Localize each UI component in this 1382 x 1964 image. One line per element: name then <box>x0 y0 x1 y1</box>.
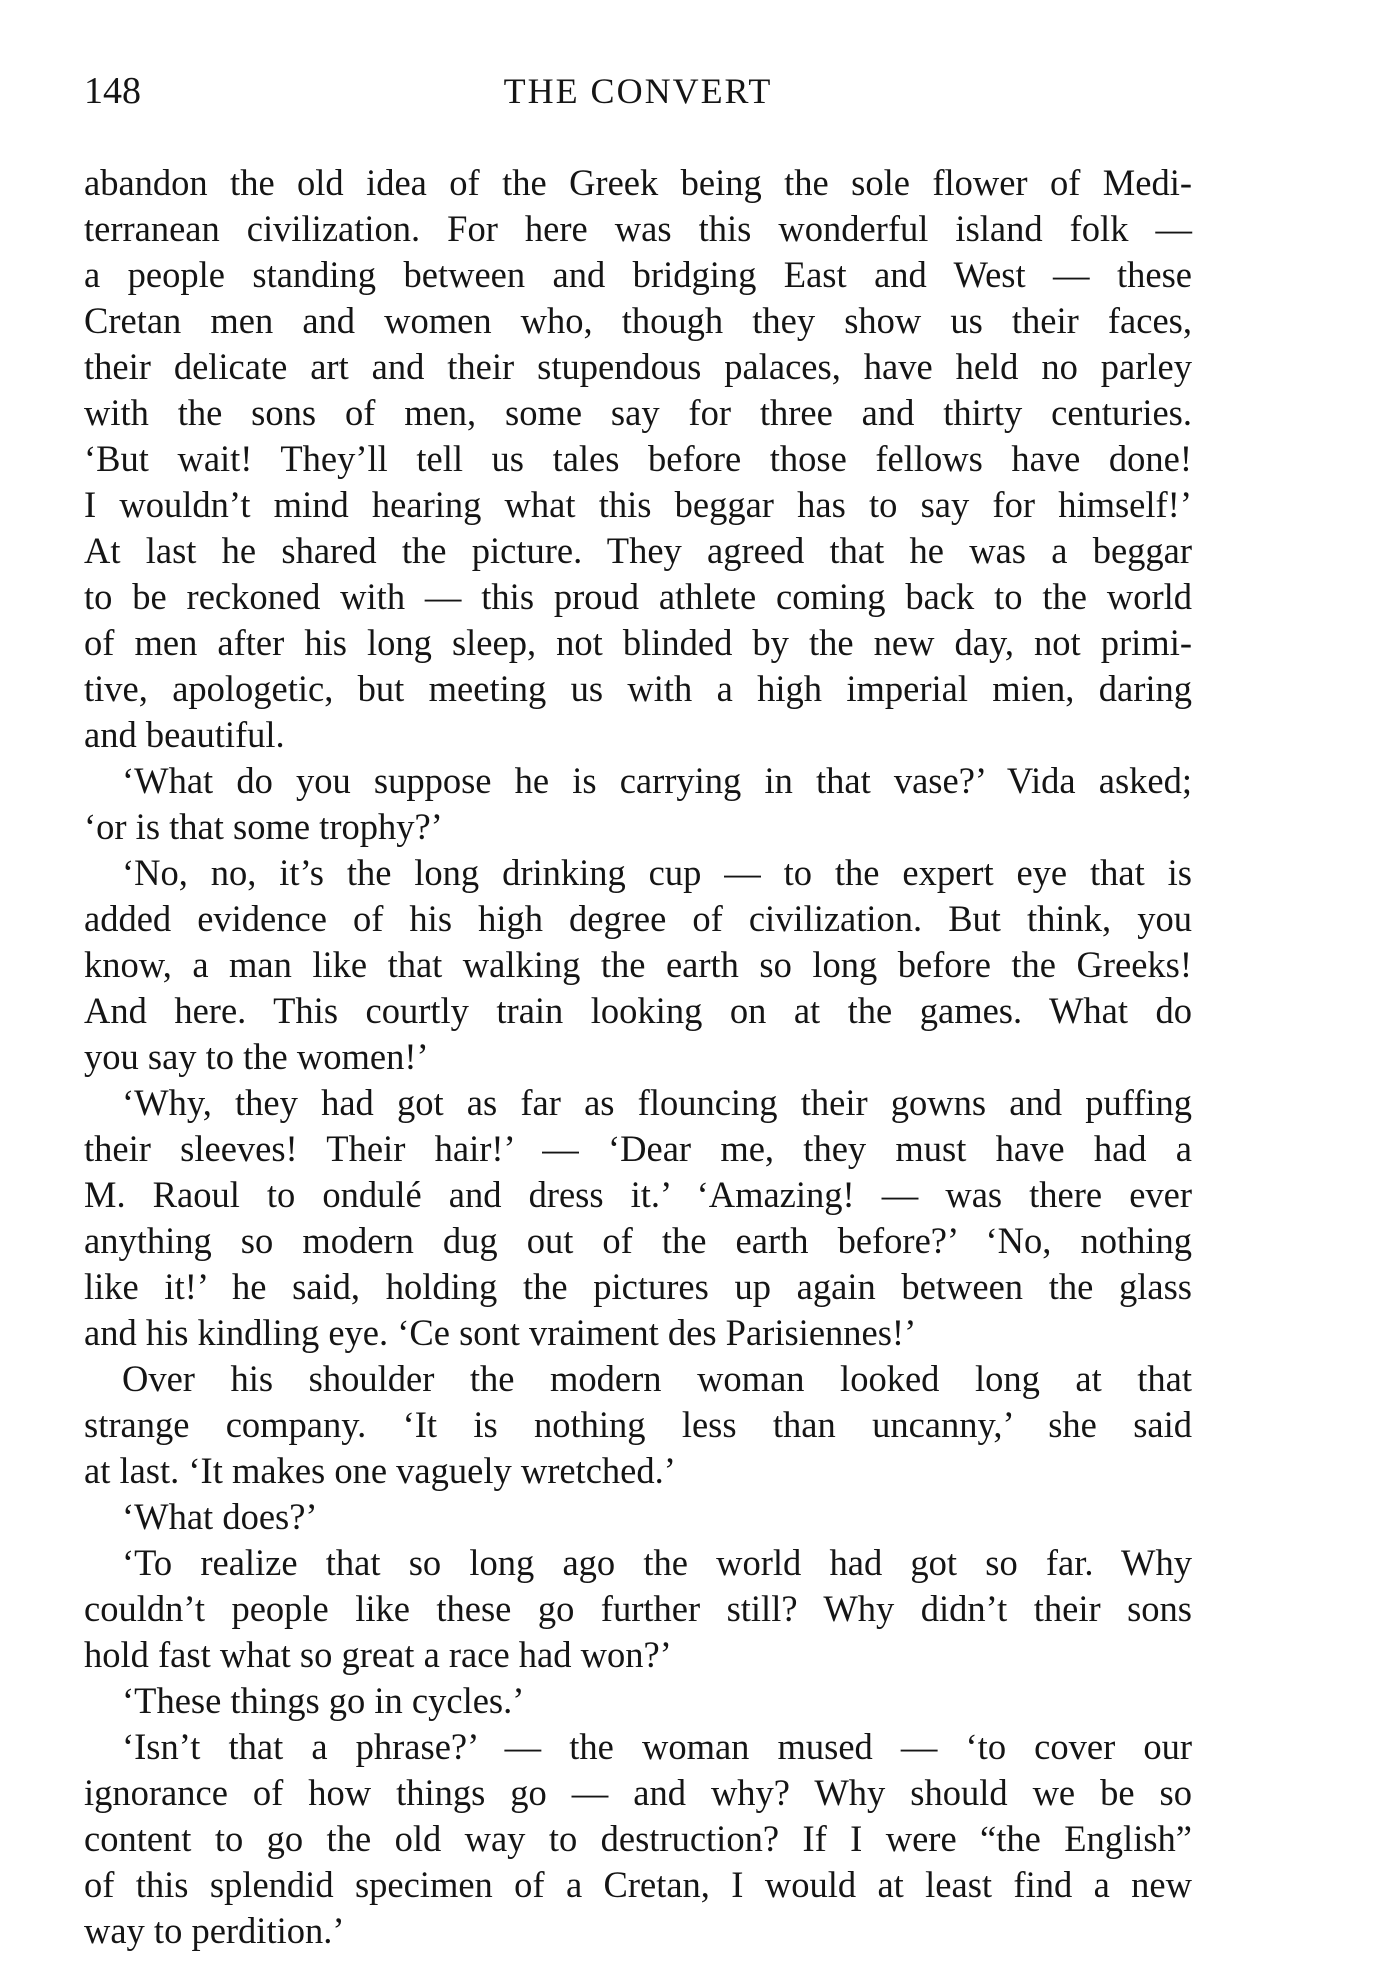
text-line: ‘These things go in cycles.’ <box>122 1680 525 1721</box>
page-header <box>84 66 1192 116</box>
text-line: Over his shoulder the modern woman looked long at that <box>122 1358 1192 1399</box>
text-line: ‘Isn’t that a phrase?’ — the woman mused — ‘to cover our <box>122 1726 1192 1767</box>
text-line: ‘But wait! They’ll tell us tales before those fellows have done! <box>84 438 1192 479</box>
text-line: their sleeves! Their hair!’ — ‘Dear me, they must have had a <box>84 1128 1192 1169</box>
text-line: ‘To realize that so long ago the world had got so far. Why <box>122 1542 1192 1583</box>
text-line: M. Raoul to ondulé and dress it.’ ‘Amazing! — was there ever <box>84 1174 1192 1215</box>
text-line: At last he shared the picture. They agreed that he was a beggar <box>84 530 1192 571</box>
paragraph <box>84 1356 1192 1494</box>
text-line: strange company. ‘It is nothing less than uncanny,’ she said <box>84 1404 1192 1445</box>
text-line: content to go the old way to destruction? If I were “the English” <box>84 1818 1192 1859</box>
paragraph <box>84 1540 1192 1678</box>
paragraph <box>84 1080 1192 1356</box>
text-line: added evidence of his high degree of civilization. But think, you <box>84 898 1192 939</box>
page-number: 148 <box>84 70 141 112</box>
text-line: a people standing between and bridging East and West — these <box>84 254 1192 295</box>
paragraph <box>84 850 1192 1080</box>
text-line: their delicate art and their stupendous palaces, have held no parley <box>84 346 1192 387</box>
text-line: and beautiful. <box>84 714 285 755</box>
running-title: THE CONVERT <box>503 71 773 111</box>
text-line: ‘What does?’ <box>122 1496 318 1537</box>
text-line: And here. This courtly train looking on at the games. What do <box>84 990 1192 1031</box>
text-line: couldn’t people like these go further still? Why didn’t their sons <box>84 1588 1192 1629</box>
text-line: ‘Why, they had got as far as flouncing their gowns and puffing <box>122 1082 1192 1123</box>
text-line: tive, apologetic, but meeting us with a high imperial mien, daring <box>84 668 1192 709</box>
text-line: abandon the old idea of the Greek being the sole flower of Medi- <box>84 162 1192 203</box>
text-line: know, a man like that walking the earth so long before the Greeks! <box>84 944 1192 985</box>
paragraph <box>84 1724 1192 1954</box>
text-line: to be reckoned with — this proud athlete coming back to the world <box>84 576 1192 617</box>
text-line: ‘or is that some trophy?’ <box>84 806 443 847</box>
text-line: you say to the women!’ <box>84 1036 429 1077</box>
paragraph <box>84 758 1192 850</box>
text-line: anything so modern dug out of the earth before?’ ‘No, nothing <box>84 1220 1192 1261</box>
paragraph <box>84 1494 1192 1540</box>
text-line: with the sons of men, some say for three and thirty centuries. <box>84 392 1192 433</box>
text-line: ignorance of how things go — and why? Why should we be so <box>84 1772 1192 1813</box>
text-line: like it!’ he said, holding the pictures up again between the glass <box>84 1266 1192 1307</box>
paragraph <box>84 1678 1192 1724</box>
text-line: hold fast what so great a race had won?’ <box>84 1634 672 1675</box>
text-line: I wouldn’t mind hearing what this beggar has to say for himself!’ <box>84 484 1192 525</box>
text-line: ‘No, no, it’s the long drinking cup — to the expert eye that is <box>122 852 1192 893</box>
text-line: of men after his long sleep, not blinded by the new day, not primi- <box>84 622 1192 663</box>
text-line: of this splendid specimen of a Cretan, I would at least find a new <box>84 1864 1192 1905</box>
text-line: terranean civilization. For here was this wonderful island folk — <box>84 208 1192 249</box>
text-line: way to perdition.’ <box>84 1910 345 1951</box>
text-line: ‘What do you suppose he is carrying in that vase?’ Vida asked; <box>122 760 1192 801</box>
text-line: at last. ‘It makes one vaguely wretched.’ <box>84 1450 676 1491</box>
body-text <box>84 160 1192 1954</box>
text-line: and his kindling eye. ‘Ce sont vraiment des Parisiennes!’ <box>84 1312 917 1353</box>
paragraph <box>84 160 1192 758</box>
text-line: Cretan men and women who, though they show us their faces, <box>84 300 1192 341</box>
